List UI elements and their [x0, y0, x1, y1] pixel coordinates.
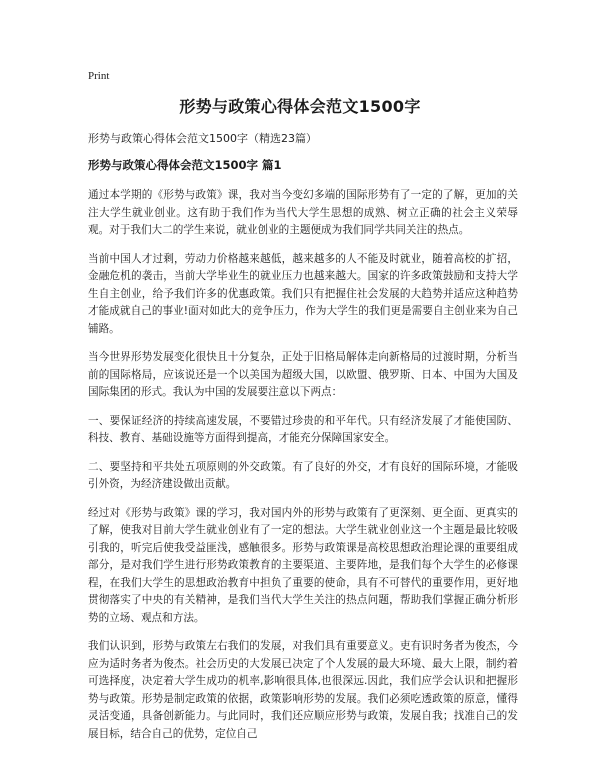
print-label[interactable]: Print — [88, 70, 110, 82]
body-paragraph: 当前中国人才过剩，劳动力价格越来越低，越来越多的人不能及时就业，随着高校的扩招，金融危机的袭击，当前大学毕业生的就业压力也越来越大。国家的许多政策鼓励和支持大学生自主创业，给予我们许多的优惠政策。我们只有把握住社会发展的大趋势并适应这种趋势才能成就自己的事业!面对如此大的竞争压力，作为大学生的我们更是需要自主创业来为自己铺路。 — [88, 252, 518, 335]
body-paragraph: 二、要坚持和平共处五项原则的外交政策。有了良好的外交，才有良好的国际环境，才能吸引外资，为经济建设做出贡献。 — [88, 460, 518, 490]
body-paragraph: 当今世界形势发展变化很快且十分复杂，正处于旧格局解体走向新格局的过渡时期，分析当前的国际格局，应该说还是一个以美国为超级大国，以欧盟、俄罗斯、日本、中国为大国及国际集团的形式。我认为中国的发展要注意以下两点： — [88, 351, 518, 398]
body-paragraph: 我们认识到，形势与政策左右我们的发展，对我们具有重要意义。吏有识时务者为俊杰，今应为适时务者为俊杰。社会历史的大发展已决定了个人发展的最大环境、最大上限，制约着可选择度，决定着大学生成功的机率,影响很具体,也很深远.因此，我们应学会认识和把握形势与政策。形势是制定政策的依据，政策影响形势的发展。我们必须吃透政策的原意，懂得灵活变通，具备创新能力。与此同时，我们还应顺应形势与政策，发展自我；找准自己的发展目标，结合自己的优势，定位自己 — [88, 640, 518, 740]
document-title: 形势与政策心得体会范文1500字 — [179, 97, 421, 116]
document-subtitle: 形势与政策心得体会范文1500字（精选23篇） — [88, 132, 317, 145]
body-paragraph: 通过本学期的《形势与政策》课，我对当今变幻多端的国际形势有了一定的了解，更加的关注大学生就业创业。这有助于我们作为当代大学生思想的成熟、树立正确的社会主义荣辱观。对于我们大二的学生来说，就业创业的主题便成为我们同学共同关注的热点。 — [88, 189, 518, 236]
section-heading: 形势与政策心得体会范文1500字 篇1 — [88, 158, 282, 172]
body-paragraph: 一、要保证经济的持续高速发展，不要错过珍贵的和平年代。只有经济发展了才能使国防、科技、教育、基础设施等方面得到提高，才能充分保障国家安全。 — [88, 414, 518, 444]
body-paragraph: 经过对《形势与政策》课的学习，我对国内外的形势与政策有了更深刻、更全面、更真实的了解，使我对目前大学生就业创业有了一定的想法。大学生就业创业这一个主题是最比较吸引我的，听完后使我受益匪浅，感触很多。形势与政策课是高校思想政治理论课的重要组成部分，是对我们学生进行形势政策教育的主要渠道、主要阵地，是我们每个大学生的必修课程，在我们大学生的思想政治教育中担负了重要的使命，具有不可替代的重要作用，更好地贯彻落实了中央的有关精神，是我们当代大学生关注的热点问题，帮助我们掌握正确分析形势的立场、观点和方法。 — [88, 506, 518, 624]
document-body — [88, 187, 518, 754]
